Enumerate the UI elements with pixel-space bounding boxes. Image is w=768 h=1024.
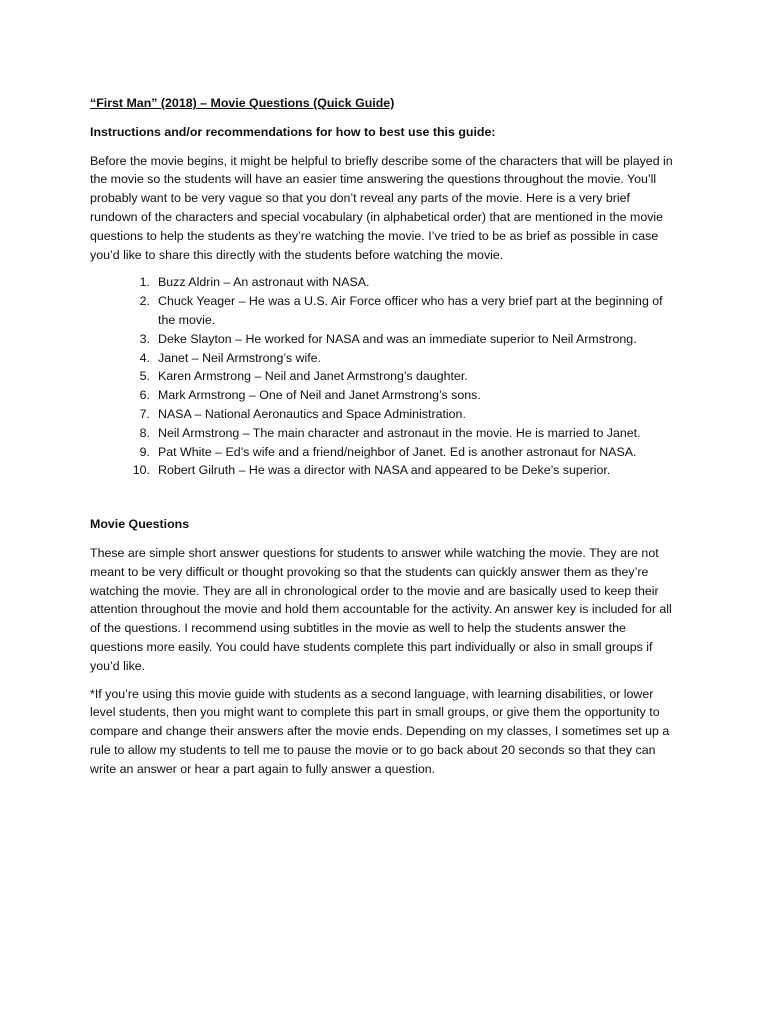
list-item-text: Karen Armstrong – Neil and Janet Armstrong’s daughter. [158,369,468,384]
list-item-number: 6. [139,388,150,403]
list-item-text: Pat White – Ed’s wife and a friend/neighbor of Janet. Ed is another astronaut for NASA. [158,444,637,459]
list-item-number: 4. [139,350,150,365]
list-item [90,349,680,368]
list-item-number: 10. [132,463,150,478]
note-paragraph: *If you’re using this movie guide with students as a second language, with learning disabilities, or lower level students, then you might want to complete this part in small groups, or give them the opportunity to compare and change their answers after the movie ends. Depending on my classes, I sometimes set up a rule to allow my students to tell me to pause the movie or to go back about 20 seconds so that they can write an answer or hear a part again to fully answer a question. [90,686,670,776]
list-item-text: Buzz Aldrin – An astronaut with NASA. [158,275,370,290]
list-item-text: Neil Armstrong – The main character and astronaut in the movie. He is married to Janet. [158,425,641,440]
list-item-number: 5. [139,369,150,384]
intro-paragraph: Before the movie begins, it might be helpful to briefly describe some of the characters that will be played in the movie so the students will have an easier time answering the questions throughout the movie. You’ll probably want to be very vague so that you don’t reveal any parts of the movie. Here is a very brief rundown of the characters and special vocabulary (in alphabetical order) that are mentioned in the movie questions to help the students as they’re watching the movie. I’ve tried to be as brief as possible in case you’d like to share this directly with the students before watching the movie. [90,153,673,262]
character-list [90,273,680,480]
list-item [90,424,680,443]
list-item-number: 7. [139,406,150,421]
list-item [90,367,680,386]
list-item [90,273,680,292]
list-item-text: Robert Gilruth – He was a director with NASA and appeared to be Deke’s superior. [158,463,611,478]
list-item-text: Janet – Neil Armstrong’s wife. [158,350,321,365]
questions-paragraph: These are simple short answer questions for students to answer while watching the movie. They are not meant to be very difficult or thought provoking so that the students can quickly answer them as they’re watching the movie. They are all in chronological order to the movie and are basically used to keep their attention throughout the movie and hold them accountable for the activity. An answer key is included for all of the questions. I recommend using subtitles in the movie as well to help the students answer the questions more easily. You could have students complete this part individually or also in small groups if you’d like. [90,545,672,673]
list-item-number: 2. [139,294,150,309]
list-item [90,461,680,480]
movie-questions-heading: Movie Questions [90,517,190,532]
list-item-text: Mark Armstrong – One of Neil and Janet Armstrong’s sons. [158,388,481,403]
document-title: “First Man” (2018) – Movie Questions (Quick Guide) [90,96,395,110]
list-item [90,330,680,349]
list-item-number: 1. [139,275,150,290]
instructions-heading: Instructions and/or recommendations for how to best use this guide: [90,124,496,139]
list-item-text: Deke Slayton – He worked for NASA and was an immediate superior to Neil Armstrong. [158,331,637,346]
list-item-number: 3. [139,331,150,346]
list-item [90,443,680,462]
list-item-text: Chuck Yeager – He was a U.S. Air Force officer who has a very brief part at the beginning of the movie. [158,294,663,327]
list-item [90,386,680,405]
list-item [90,292,680,330]
list-item-number: 9. [139,444,150,459]
list-item [90,405,680,424]
section-spacer [90,480,680,515]
list-item-number: 8. [139,425,150,440]
document-page [90,94,680,788]
list-item-text: NASA – National Aeronautics and Space Administration. [158,406,466,421]
